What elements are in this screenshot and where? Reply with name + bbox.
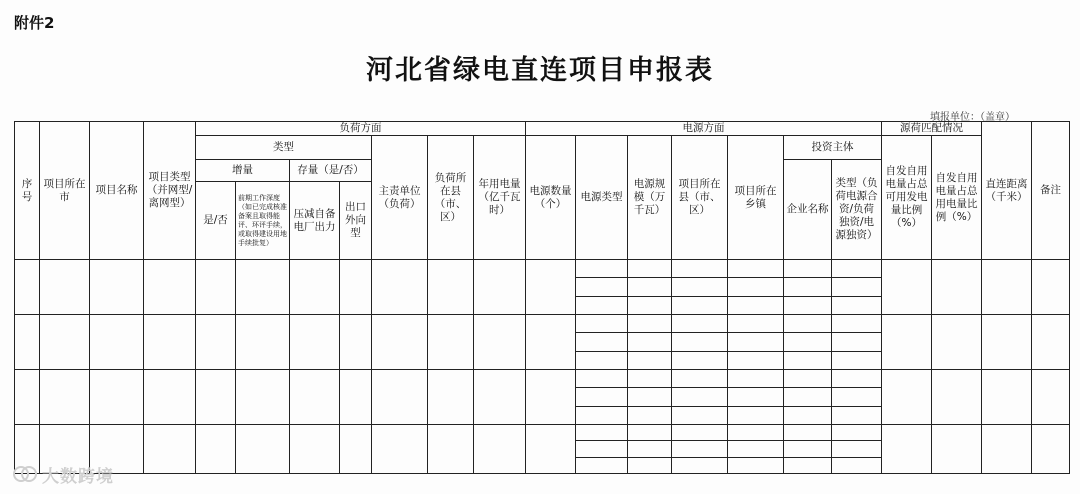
header-invest-type: 类型（负荷电源合资/负荷独资/电源独资） <box>832 160 882 260</box>
header-name: 项目名称 <box>90 122 144 260</box>
header-match-group: 源荷匹配情况 <box>882 122 982 136</box>
header-load-group: 负荷方面 <box>196 122 526 136</box>
header-ratio2: 自发自用电量占总用电量比例（%） <box>932 136 982 260</box>
header-inc-yes: 是/否 <box>196 182 236 260</box>
header-annual-power: 年用电量（亿千瓦时） <box>474 136 526 260</box>
header-inc-note: 前期工作深度（如已完成核准备案且取得能评、环评手续，或取得建设用地手续批复） <box>236 182 290 260</box>
table-row <box>15 425 1070 441</box>
header-stock: 存量（是/否） <box>290 160 372 182</box>
header-invest: 投资主体 <box>784 136 882 160</box>
header-increment: 增量 <box>196 160 290 182</box>
header-city: 项目所在市 <box>40 122 90 260</box>
header-power-group: 电源方面 <box>526 122 882 136</box>
header-power-scale: 电源规模（万千瓦） <box>628 136 672 260</box>
header-seq: 序号 <box>15 122 40 260</box>
declaration-table <box>14 121 1070 474</box>
header-load-entity: 主责单位（负荷） <box>372 136 428 260</box>
header-type: 项目类型（并网型/离网型） <box>144 122 196 260</box>
header-stock-a: 压减自备电厂出力 <box>290 182 340 260</box>
table-row <box>15 315 1070 333</box>
header-ratio1: 自发自用电量占总可用发电量比例（%） <box>882 136 932 260</box>
page-title: 河北省绿电直连项目申报表 <box>366 55 714 86</box>
header-company: 企业名称 <box>784 160 832 260</box>
watermark-text: 大数跨境 <box>42 467 114 487</box>
header-power-county: 项目所在县（市、区） <box>672 136 728 260</box>
attachment-label: 附件2 <box>14 14 55 32</box>
fill-unit-label: 填报单位：（盖章） <box>930 112 1015 123</box>
table-row <box>15 260 1070 278</box>
header-category: 类型 <box>196 136 372 160</box>
header-stock-b: 出口外向型 <box>340 182 372 260</box>
watermark-logo-icon <box>12 463 38 485</box>
header-load-county: 负荷所在县（市、区） <box>428 136 474 260</box>
header-remark: 备注 <box>1032 122 1070 260</box>
header-distance: 直连距离（千米） <box>982 122 1032 260</box>
header-power-count: 电源数量（个） <box>526 136 576 260</box>
table-row <box>15 370 1070 388</box>
header-power-town: 项目所在乡镇 <box>728 136 784 260</box>
header-power-type: 电源类型 <box>576 136 628 260</box>
